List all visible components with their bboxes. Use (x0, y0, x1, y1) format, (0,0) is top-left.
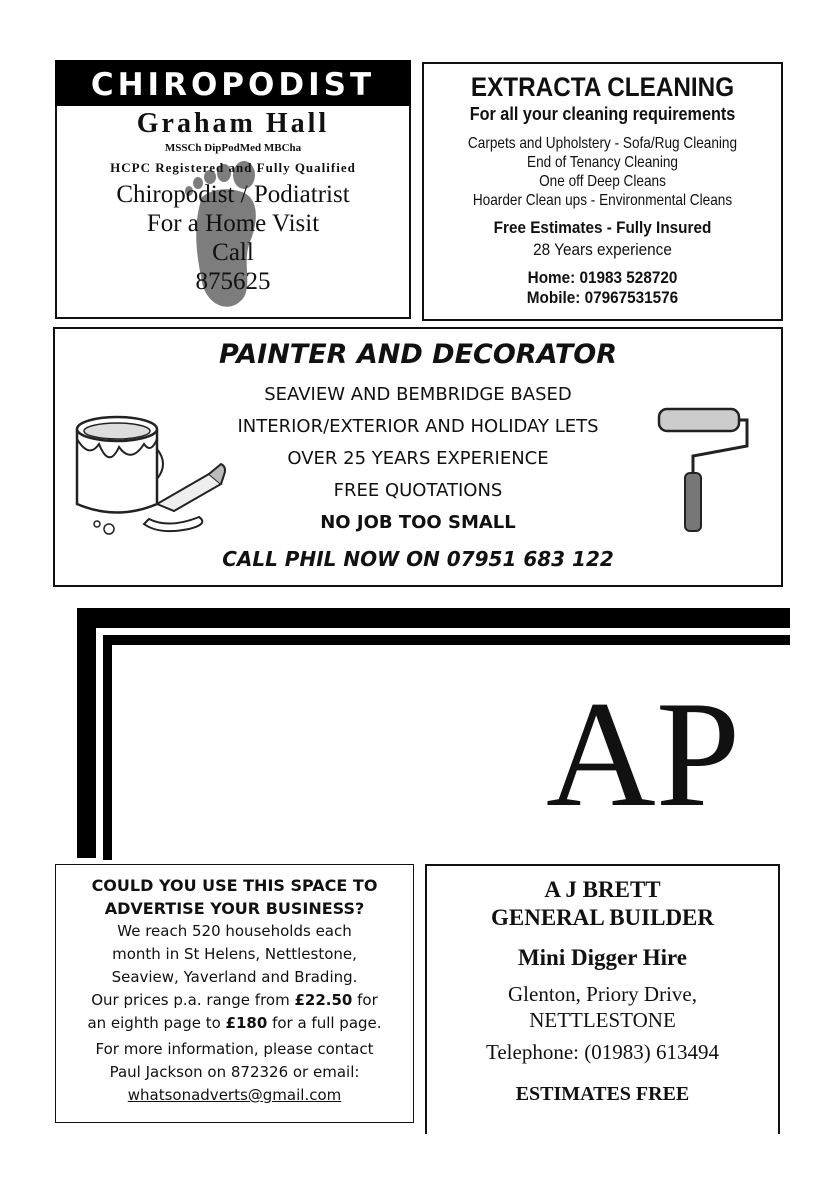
extracta-cleaning-ad (422, 62, 783, 321)
extracta-home-phone: Home: 01983 528720 (527, 268, 678, 287)
extracta-mobile-phone: Mobile: 07967531576 (526, 288, 679, 307)
price-high: £180 (225, 1014, 268, 1032)
chiropodist-registration: HCPC Registered and Fully Qualified (110, 160, 356, 175)
extracta-subtitle: For all your cleaning requirements (469, 104, 736, 124)
advertise-line: Seaview, Yaverland and Brading. (111, 968, 358, 986)
extracta-service: Carpets and Upholstery - Sofa/Rug Cleaning (467, 135, 738, 152)
painter-title: PAINTER AND DECORATOR (218, 339, 618, 370)
chiropodist-header: CHIROPODIST (55, 60, 411, 106)
painter-line: FREE QUOTATIONS (333, 480, 503, 501)
price-text: for (352, 991, 378, 1009)
builder-estimates: ESTIMATES FREE (515, 1083, 690, 1105)
advertise-line: month in St Helens, Nettlestone, (112, 945, 357, 963)
builder-name: A J BRETT (544, 877, 661, 902)
builder-address: Glenton, Priory Drive, (508, 982, 697, 1006)
painter-call: CALL PHIL NOW ON 07951 683 122 (222, 547, 614, 571)
advertise-here-ad (55, 864, 414, 1123)
builder-ad (425, 864, 780, 1134)
painter-line: SEAVIEW AND BEMBRIDGE BASED (264, 384, 572, 405)
chiropodist-call: Call (212, 239, 254, 266)
painter-line: OVER 25 YEARS EXPERIENCE (287, 448, 549, 469)
banner-text: AP (546, 670, 741, 838)
banner-frame (77, 608, 790, 858)
ap-banner (0, 590, 790, 860)
price-text: for a full page. (267, 1014, 382, 1032)
extracta-title: EXTRACTA CLEANING (470, 72, 735, 102)
advertise-contact: For more information, please contact (95, 1040, 374, 1058)
chiropodist-service: Chiropodist / Podiatrist (116, 181, 350, 208)
builder-service: Mini Digger Hire (517, 945, 688, 970)
price-low: £22.50 (294, 991, 353, 1009)
price-text: Our prices p.a. range from (91, 991, 295, 1009)
chiropodist-ad (55, 60, 411, 319)
paint-can-icon (69, 409, 229, 539)
chiropodist-name: Graham Hall (136, 108, 330, 139)
extracta-service: Hoarder Clean ups - Environmental Cleans (472, 192, 733, 209)
extracta-estimates: Free Estimates - Fully Insured (493, 218, 712, 237)
advertise-heading: ADVERTISE YOUR BUSINESS? (104, 899, 365, 918)
advertise-prices (56, 1012, 413, 1035)
painter-tagline: NO JOB TOO SMALL (320, 512, 516, 533)
chiropodist-qualifications: MSSCh DipPodMed MBCha (164, 142, 302, 154)
paint-roller-icon (653, 401, 753, 541)
advertise-line: We reach 520 households each (117, 922, 352, 940)
extracta-service: End of Tenancy Cleaning (527, 154, 678, 171)
chiropodist-phone: 875625 (195, 268, 271, 295)
chiropodist-visit: For a Home Visit (146, 210, 320, 237)
advertise-contact: Paul Jackson on 872326 or email: (109, 1063, 360, 1081)
painter-line: INTERIOR/EXTERIOR AND HOLIDAY LETS (237, 416, 599, 437)
extracta-service: One off Deep Cleans (539, 173, 666, 190)
advertise-email-link[interactable]: whatsonadverts@gmail.com (127, 1086, 342, 1104)
builder-trade: GENERAL BUILDER (490, 905, 715, 930)
advertise-heading: COULD YOU USE THIS SPACE TO (91, 876, 378, 895)
builder-address: NETTLESTONE (529, 1008, 676, 1032)
extracta-experience: 28 Years experience (533, 240, 672, 259)
painter-decorator-ad (53, 327, 783, 587)
price-text: an eighth page to (87, 1014, 226, 1032)
builder-phone: Telephone: (01983) 613494 (486, 1040, 719, 1064)
advertise-prices (56, 989, 413, 1012)
